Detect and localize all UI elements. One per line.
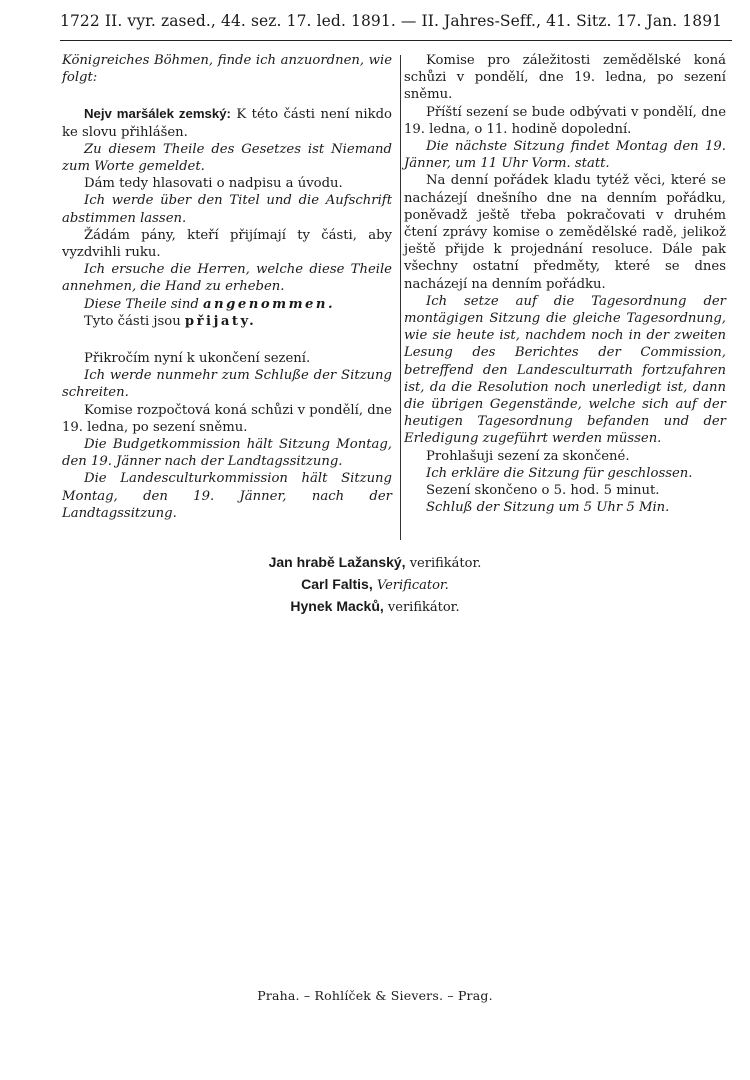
- left-paragraph-2: [62, 105, 392, 140]
- left-paragraph-8-lead: Diese Theile sind: [84, 296, 203, 312]
- left-paragraph-14: Die Landesculturkommission hält Sitzung Montag, den 19. Jänner, nach der Landtagssitzung.: [62, 471, 392, 521]
- left-paragraph-2-text: K této části není nikdo ke slovu přihlášen.: [62, 107, 392, 140]
- left-paragraph-8: [62, 296, 392, 313]
- signature-role: verifikátor.: [383, 600, 460, 615]
- printer-imprint: Praha. – Rohlíček & Sievers. – Prag.: [257, 988, 493, 1003]
- left-paragraph-5: Ich werde über den Titel und die Aufschrift abstimmen lassen.: [62, 193, 392, 226]
- column-divider: [400, 55, 401, 540]
- signature-role: Verificator.: [372, 578, 449, 593]
- signature-line: [0, 596, 750, 618]
- right-paragraph-7: Ich erkläre die Sitzung für geschlossen.: [426, 465, 693, 481]
- signature-name: Carl Faltis,: [301, 576, 373, 592]
- left-paragraph-11: Ich werde nunmehr zum Schluße der Sitzung schreiten.: [62, 368, 392, 401]
- left-paragraph-8-spaced: angenommen.: [203, 296, 336, 312]
- left-paragraph-1: Königreiches Böhmen, finde ich anzuordnen, wie folgt:: [62, 53, 392, 86]
- right-paragraph-2: Příští sezení se bude odbývati v pondělí, dne 19. ledna, o 11. hodině dopolední.: [404, 104, 726, 137]
- signature-role: verifikátor.: [405, 556, 482, 571]
- right-paragraph-6: Prohlašuji sezení za skončené.: [426, 448, 630, 464]
- signature-line: [0, 552, 750, 574]
- right-paragraph-3: Die nächste Sitzung findet Montag den 19. Jänner, um 11 Uhr Vorm. statt.: [404, 139, 726, 172]
- right-paragraph-1: Komise pro záležitosti zemědělské koná schůzi v pondělí, dne 19. ledna, po sezení sněmu.: [404, 53, 726, 103]
- left-paragraph-3: Zu diesem Theile des Gesetzes ist Niemand zum Worte gemeldet.: [62, 141, 392, 175]
- speaker-label: Nejv maršálek zemský:: [84, 106, 231, 122]
- left-paragraph-4: Dám tedy hlasovati o nadpisu a úvodu.: [84, 176, 343, 192]
- signatures-block: [0, 552, 750, 618]
- right-paragraph-5: Ich setze auf die Tagesordnung der montägigen Sitzung die gleiche Tagesordnung, wie sie heute ist, nachdem noch in der zweiten Lesung des Berichtes der Commission, betreffend den Landesculturrath fortzufahren ist, da die Resolution noch unerledigt ist, dann die übrigen Gegenstände, welche sich auf der heutigen Tagesordnung befanden und der Erledigung zugeführt werden müssen.: [404, 293, 726, 447]
- right-paragraph-8: Sezení skončeno o 5. hod. 5 minut.: [426, 483, 660, 499]
- signature-name: Hynek Macků,: [290, 598, 384, 614]
- header-rule: [60, 40, 732, 41]
- signature-line: [0, 574, 750, 596]
- right-column: [404, 52, 726, 516]
- left-paragraph-9-lead: Tyto části jsou: [84, 313, 185, 329]
- left-paragraph-6: Žádám pány, kteří přijímají ty části, aby vyzdvihli ruku.: [62, 227, 392, 261]
- left-paragraph-13: Die Budgetkommission hält Sitzung Montag, den 19. Jänner nach der Landtagssitzung.: [62, 437, 392, 470]
- right-paragraph-9: Schluß der Sitzung um 5 Uhr 5 Min.: [426, 500, 670, 516]
- left-paragraph-9-spaced: přijaty.: [184, 313, 257, 329]
- left-column: [62, 52, 392, 522]
- left-paragraph-9: [62, 313, 392, 330]
- left-paragraph-12: Komise rozpočtová koná schůzi v pondělí, dne 19. ledna, po sezení sněmu.: [62, 402, 392, 435]
- page-header: 1722 II. vyr. zased., 44. sez. 17. led. 1891. — II. Jahres-Seff., 41. Sitz. 17. Jan. 1891: [60, 12, 723, 30]
- right-paragraph-4: Na denní pořádek kladu tytéž věci, které se nacházejí dnešního dne na denním pořádku, poněvadž ještě třeba pokračovati v druhém čtení zprávy komise o zemědělské radě, jelikož ještě přijde k projednání resoluce. Dále pak všechny ostatní předměty, které se dnes nacházejí na denním pořádku.: [404, 173, 726, 292]
- left-paragraph-7: Ich ersuche die Herren, welche diese Theile annehmen, die Hand zu erheben.: [62, 262, 392, 295]
- left-paragraph-10: Přikročím nyní k ukončení sezení.: [84, 351, 311, 367]
- signature-name: Jan hrabě Lažanský,: [268, 554, 406, 570]
